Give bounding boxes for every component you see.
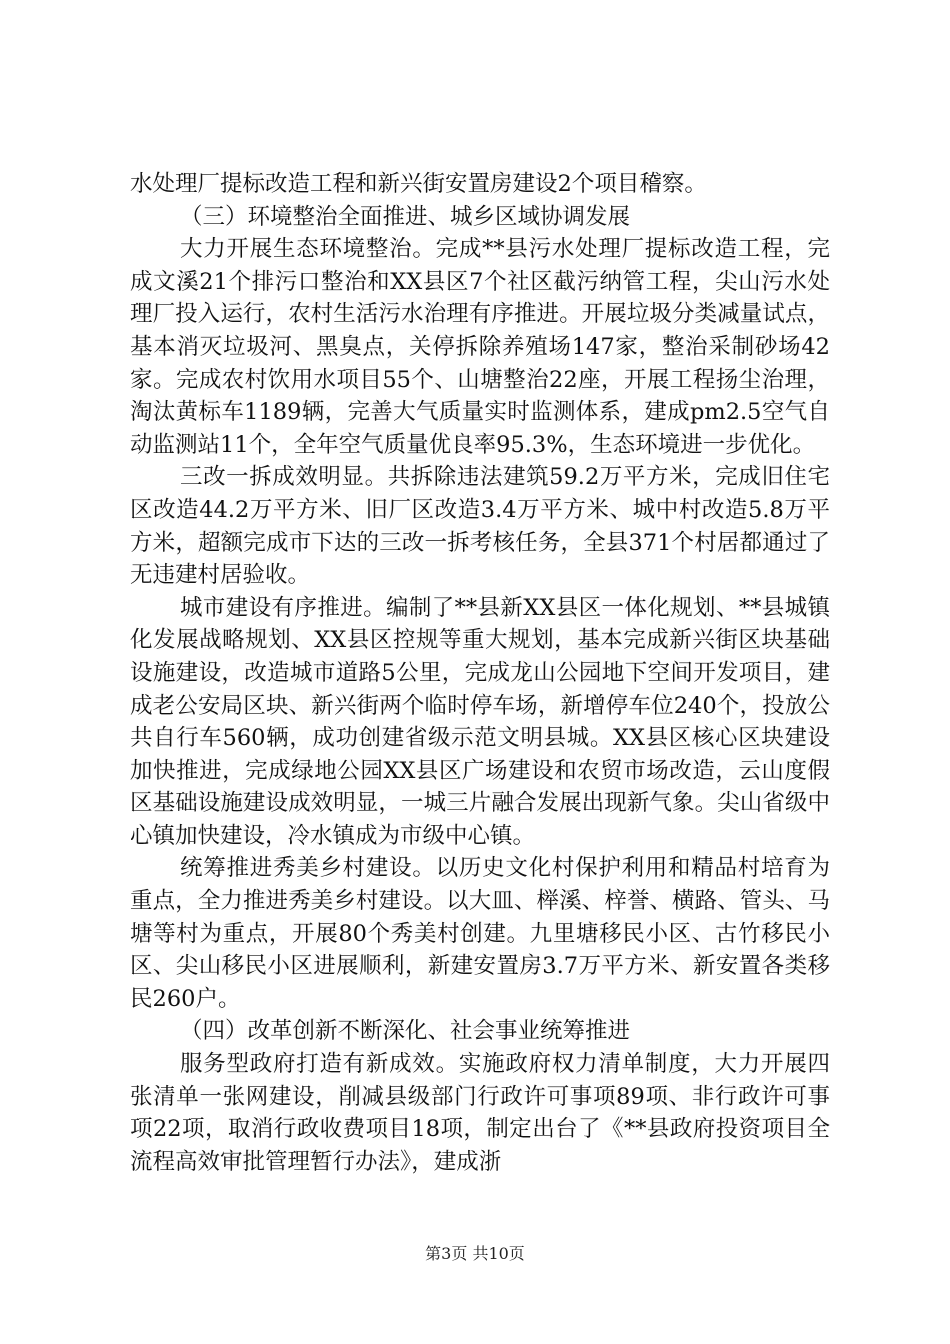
- paragraph-urban-construction: 城市建设有序推进。编制了**县新XX县区一体化规划、**县城镇化发展战略规划、XX县区控规等重大规划，基本完成新兴街区块基础设施建设，改造城市道路5公里，完成龙山公园地下空间开发项目，建成老公安局区块、新兴街两个临时停车场，新增停车位240个，投放公共自行车560辆，成功创建省级示范文明县城。XX县区核心区块建设加快推进，完成绿地公园XX县区广场建设和农贸市场改造，云山度假区基础设施建设成效明显，一城三片融合发展出现新气象。尖山省级中心镇加快建设，冷水镇成为市级中心镇。: [130, 594, 830, 849]
- paragraph-environment: 大力开展生态环境整治。完成**县污水处理厂提标改造工程，完成文溪21个排污口整治和XX县区7个社区截污纳管工程，尖山污水处理厂投入运行，农村生活污水治理有序推进。开展垃圾分类减量试点，基本消灭垃圾河、黑臭点，关停拆除养殖场147家，整治采制砂场42家。完成农村饮用水项目55个、山塘整治22座，开展工程扬尘治理，淘汰黄标车1189辆，完善大气质量实时监测体系，建成pm2.5空气自动监测站11个，全年空气质量优良率95.3%，生态环境进一步优化。: [130, 236, 830, 458]
- document-body: [130, 168, 830, 1178]
- page-footer: 第3页 共10页: [425, 1244, 525, 1263]
- paragraph-demolition: 三改一拆成效明显。共拆除违法建筑59.2万平方米，完成旧住宅区改造44.2万平方米、旧厂区改造3.4万平方米、城中村改造5.8万平方米，超额完成市下达的三改一拆考核任务，全县371个村居都通过了无违建村居验收。: [130, 464, 830, 589]
- section-heading-4: （四）改革创新不断深化、社会事业统筹推进: [180, 1018, 631, 1045]
- paragraph-continuation: 水处理厂提标改造工程和新兴街安置房建设2个项目稽察。: [130, 171, 707, 197]
- section-heading-3: （三）环境整治全面推进、城乡区域协调发展: [180, 203, 631, 230]
- paragraph-rural-construction: 统筹推进秀美乡村建设。以历史文化村保护利用和精品村培育为重点，全力推进秀美乡村建设。以大皿、榉溪、梓誉、横路、管头、马塘等村为重点，开展80个秀美村创建。九里塘移民小区、古竹移民小区、尖山移民小区进展顺利，新建安置房3.7万平方米、新安置各类移民260户。: [130, 855, 830, 1012]
- paragraph-service-government: 服务型政府打造有新成效。实施政府权力清单制度，大力开展四张清单一张网建设，削减县级部门行政许可事项89项、非行政许可事项22项，取消行政收费项目18项，制定出台了《**县政府投资项目全流程高效审批管理暂行办法》，建成浙: [130, 1051, 830, 1175]
